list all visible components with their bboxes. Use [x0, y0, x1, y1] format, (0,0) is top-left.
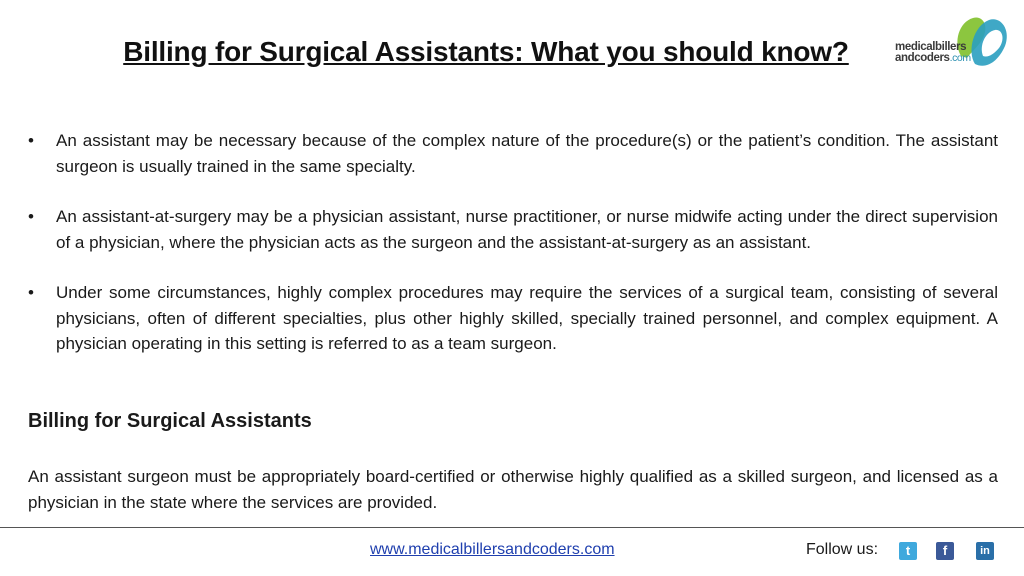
bullet-item — [28, 128, 998, 179]
body-paragraph: An assistant surgeon must be appropriately board-certified or otherwise highly qualified as a skilled surgeon, and licensed as a physician in the state where the services are provided. — [28, 467, 998, 512]
logo-suffix: .com — [949, 52, 971, 64]
follow-label: Follow us: — [806, 541, 879, 558]
bullet-text: An assistant-at-surgery may be a physician assistant, nurse practitioner, or nurse midwife acting under the direct supervision of a physician, where the physician acts as the surgeon and the assistant-at-surgery as an assistant. — [56, 207, 998, 252]
logo-line-2: andcoders — [895, 52, 950, 64]
page-title: Billing for Surgical Assistants: What you should know? — [123, 36, 849, 67]
bullet-marker: • — [28, 131, 34, 150]
bullet-item — [28, 204, 998, 255]
bullet-text: Under some circumstances, highly complex procedures may require the services of a surgical team, consisting of several physicians, often of different specialties, plus other highly skilled, specially trained personnel, and complex equipment. A physician operating in this setting is referred to as a team surgeon. — [56, 283, 998, 353]
bullet-marker: • — [28, 207, 34, 226]
linkedin-icon[interactable]: in — [976, 542, 994, 560]
twitter-icon[interactable]: t — [899, 542, 917, 560]
facebook-icon[interactable]: f — [936, 542, 954, 560]
bullet-marker: • — [28, 283, 34, 302]
footer-divider — [0, 527, 1024, 528]
bullet-list — [28, 128, 998, 382]
website-link[interactable]: www.medicalbillersandcoders.com — [370, 541, 615, 558]
logo-line-1: medicalbillers — [895, 41, 967, 53]
section-heading: Billing for Surgical Assistants — [28, 410, 312, 432]
bullet-item — [28, 280, 998, 357]
logo-wordmark — [895, 42, 971, 64]
company-logo[interactable] — [893, 12, 1015, 74]
bullet-text: An assistant may be necessary because of the complex nature of the procedure(s) or the patient’s condition. The assistant surgeon is usually trained in the same specialty. — [56, 131, 998, 176]
